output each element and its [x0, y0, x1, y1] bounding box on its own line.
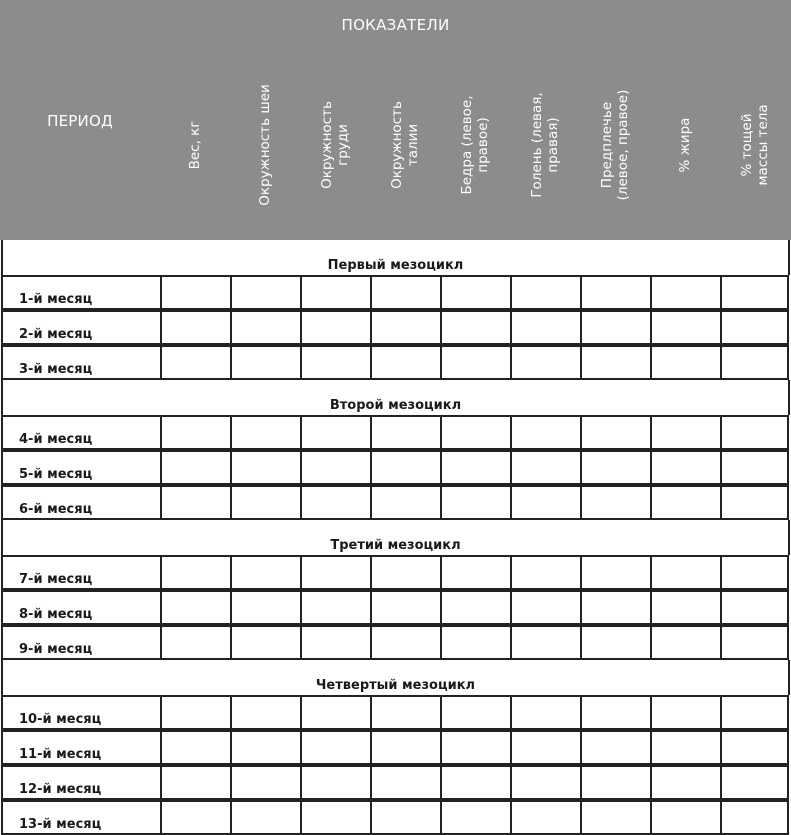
column-header — [650, 60, 720, 230]
value-cell[interactable] — [440, 415, 512, 450]
value-cell[interactable] — [440, 310, 512, 345]
value-cell[interactable] — [160, 625, 232, 660]
value-cell[interactable] — [650, 275, 722, 310]
value-cell[interactable] — [440, 800, 512, 835]
value-cell[interactable] — [160, 730, 232, 765]
value-cell[interactable] — [510, 345, 582, 380]
mesocycle-row — [1, 240, 790, 275]
period-cell — [1, 765, 162, 800]
value-cell[interactable] — [160, 415, 232, 450]
value-cell[interactable] — [720, 590, 789, 625]
month-label: 7-й месяц — [19, 572, 93, 587]
period-cell — [1, 450, 162, 485]
value-cell[interactable] — [300, 695, 372, 730]
value-cell[interactable] — [510, 695, 582, 730]
value-cell[interactable] — [580, 800, 652, 835]
value-cell[interactable] — [160, 310, 232, 345]
column-header-label: Окружность талии — [389, 101, 421, 189]
value-cell[interactable] — [510, 555, 582, 590]
month-label: 12-й месяц — [19, 782, 102, 797]
value-cell[interactable] — [510, 275, 582, 310]
column-header-label: Бедра (левое, правое) — [459, 95, 491, 195]
table-row — [1, 730, 790, 765]
value-cell[interactable] — [650, 590, 722, 625]
value-cell[interactable] — [370, 275, 442, 310]
month-label: 5-й месяц — [19, 467, 93, 482]
value-cell[interactable] — [440, 730, 512, 765]
value-cell[interactable] — [370, 450, 442, 485]
period-cell — [1, 555, 162, 590]
value-cell[interactable] — [720, 485, 789, 520]
value-cell[interactable] — [720, 275, 789, 310]
column-header — [720, 60, 790, 230]
value-cell[interactable] — [440, 625, 512, 660]
value-cell[interactable] — [720, 800, 789, 835]
table-row — [1, 800, 790, 835]
value-cell[interactable] — [580, 590, 652, 625]
value-cell[interactable] — [160, 450, 232, 485]
value-cell[interactable] — [650, 310, 722, 345]
value-cell[interactable] — [720, 625, 789, 660]
value-cell[interactable] — [230, 695, 302, 730]
mesocycle-label: Второй мезоцикл — [329, 398, 462, 413]
value-cell[interactable] — [650, 450, 722, 485]
value-cell[interactable] — [300, 310, 372, 345]
value-cell[interactable] — [650, 765, 722, 800]
column-header-label: Предплечье (левое, правое) — [599, 89, 631, 201]
value-cell[interactable] — [650, 695, 722, 730]
month-label: 2-й месяц — [19, 327, 93, 342]
column-header — [160, 60, 230, 230]
value-cell[interactable] — [300, 345, 372, 380]
value-cell[interactable] — [720, 345, 789, 380]
value-cell[interactable] — [510, 310, 582, 345]
value-cell[interactable] — [160, 590, 232, 625]
value-cell[interactable] — [720, 555, 789, 590]
value-cell[interactable] — [160, 800, 232, 835]
value-cell[interactable] — [510, 590, 582, 625]
value-cell[interactable] — [720, 415, 789, 450]
value-cell[interactable] — [230, 800, 302, 835]
value-cell[interactable] — [230, 275, 302, 310]
value-cell[interactable] — [650, 730, 722, 765]
table-row — [1, 450, 790, 485]
value-cell[interactable] — [580, 765, 652, 800]
value-cell[interactable] — [510, 800, 582, 835]
value-cell[interactable] — [440, 485, 512, 520]
month-label: 8-й месяц — [19, 607, 93, 622]
table-row — [1, 765, 790, 800]
month-label: 1-й месяц — [19, 292, 93, 307]
table-row — [1, 555, 790, 590]
value-cell[interactable] — [650, 800, 722, 835]
value-cell[interactable] — [580, 450, 652, 485]
month-label: 3-й месяц — [19, 362, 93, 377]
value-cell[interactable] — [300, 485, 372, 520]
value-cell[interactable] — [160, 555, 232, 590]
value-cell[interactable] — [370, 625, 442, 660]
table-row — [1, 590, 790, 625]
column-header-label: Окружность груди — [319, 101, 351, 189]
value-cell[interactable] — [300, 590, 372, 625]
value-cell[interactable] — [580, 555, 652, 590]
period-cell — [1, 485, 162, 520]
value-cell[interactable] — [370, 485, 442, 520]
period-cell — [1, 730, 162, 765]
value-cell[interactable] — [440, 695, 512, 730]
value-cell[interactable] — [300, 800, 372, 835]
indicators-title: ПОКАЗАТЕЛИ — [341, 16, 450, 34]
month-label: 13-й месяц — [19, 817, 102, 832]
value-cell[interactable] — [370, 765, 442, 800]
value-cell[interactable] — [720, 730, 789, 765]
column-header-label: Вес, кг — [187, 120, 203, 170]
value-cell[interactable] — [230, 590, 302, 625]
value-cell[interactable] — [160, 485, 232, 520]
value-cell[interactable] — [230, 345, 302, 380]
value-cell[interactable] — [440, 765, 512, 800]
table-row — [1, 275, 790, 310]
column-header — [580, 60, 650, 230]
column-header-label: Окружность шеи — [257, 84, 273, 206]
value-cell[interactable] — [300, 625, 372, 660]
column-header — [300, 60, 370, 230]
value-cell[interactable] — [440, 345, 512, 380]
value-cell[interactable] — [580, 310, 652, 345]
value-cell[interactable] — [230, 625, 302, 660]
column-header — [370, 60, 440, 230]
value-cell[interactable] — [440, 555, 512, 590]
mesocycle-row — [1, 380, 790, 415]
value-cell[interactable] — [230, 730, 302, 765]
value-cell[interactable] — [580, 625, 652, 660]
column-header-label: Голень (левая, правая) — [529, 92, 561, 198]
value-cell[interactable] — [510, 765, 582, 800]
mesocycle-label: Первый мезоцикл — [327, 258, 464, 273]
value-cell[interactable] — [230, 765, 302, 800]
value-cell[interactable] — [370, 695, 442, 730]
value-cell[interactable] — [510, 730, 582, 765]
period-cell — [1, 310, 162, 345]
period-header: ПЕРИОД — [47, 112, 113, 130]
table-row — [1, 695, 790, 730]
mesocycle-label: Третий мезоцикл — [330, 538, 461, 553]
month-label: 4-й месяц — [19, 432, 93, 447]
column-header — [440, 60, 510, 230]
value-cell[interactable] — [440, 275, 512, 310]
value-cell[interactable] — [510, 415, 582, 450]
value-cell[interactable] — [370, 310, 442, 345]
value-cell[interactable] — [160, 695, 232, 730]
value-cell[interactable] — [300, 415, 372, 450]
column-header — [510, 60, 580, 230]
value-cell[interactable] — [370, 800, 442, 835]
period-cell — [1, 695, 162, 730]
mesocycle-row — [1, 520, 790, 555]
table-row — [1, 415, 790, 450]
column-header — [230, 60, 300, 230]
period-cell — [1, 800, 162, 835]
column-header-label: % тощей массы тела — [739, 104, 771, 186]
month-label: 9-й месяц — [19, 642, 93, 657]
value-cell[interactable] — [300, 730, 372, 765]
month-label: 10-й месяц — [19, 712, 102, 727]
value-cell[interactable] — [230, 310, 302, 345]
value-cell[interactable] — [580, 730, 652, 765]
period-cell — [1, 415, 162, 450]
table-row — [1, 625, 790, 660]
table-row — [1, 485, 790, 520]
value-cell[interactable] — [370, 415, 442, 450]
value-cell[interactable] — [650, 485, 722, 520]
value-cell[interactable] — [440, 450, 512, 485]
value-cell[interactable] — [580, 485, 652, 520]
period-cell — [1, 590, 162, 625]
period-cell — [1, 275, 162, 310]
period-cell — [1, 345, 162, 380]
value-cell[interactable] — [300, 765, 372, 800]
value-cell[interactable] — [510, 450, 582, 485]
value-cell[interactable] — [160, 345, 232, 380]
value-cell[interactable] — [650, 555, 722, 590]
table-row — [1, 345, 790, 380]
value-cell[interactable] — [370, 555, 442, 590]
value-cell[interactable] — [720, 310, 789, 345]
value-cell[interactable] — [370, 590, 442, 625]
value-cell[interactable] — [300, 450, 372, 485]
value-cell[interactable] — [720, 450, 789, 485]
value-cell[interactable] — [230, 485, 302, 520]
value-cell[interactable] — [440, 590, 512, 625]
value-cell[interactable] — [370, 345, 442, 380]
value-cell[interactable] — [580, 275, 652, 310]
value-cell[interactable] — [720, 765, 789, 800]
value-cell[interactable] — [580, 415, 652, 450]
value-cell[interactable] — [650, 345, 722, 380]
period-cell — [1, 625, 162, 660]
value-cell[interactable] — [720, 695, 789, 730]
value-cell[interactable] — [230, 555, 302, 590]
table-header — [0, 0, 791, 240]
value-cell[interactable] — [510, 625, 582, 660]
value-cell[interactable] — [160, 765, 232, 800]
value-cell[interactable] — [650, 415, 722, 450]
value-cell[interactable] — [230, 415, 302, 450]
value-cell[interactable] — [300, 275, 372, 310]
value-cell[interactable] — [580, 695, 652, 730]
month-label: 11-й месяц — [19, 747, 102, 762]
table-row — [1, 310, 790, 345]
value-cell[interactable] — [580, 345, 652, 380]
value-cell[interactable] — [230, 450, 302, 485]
value-cell[interactable] — [370, 730, 442, 765]
value-cell[interactable] — [160, 275, 232, 310]
value-cell[interactable] — [510, 485, 582, 520]
value-cell[interactable] — [300, 555, 372, 590]
mesocycle-row — [1, 660, 790, 695]
value-cell[interactable] — [650, 625, 722, 660]
mesocycle-label: Четвертый мезоцикл — [315, 678, 476, 693]
month-label: 6-й месяц — [19, 502, 93, 517]
column-header-label: % жира — [677, 117, 693, 173]
table-body — [0, 240, 791, 834]
